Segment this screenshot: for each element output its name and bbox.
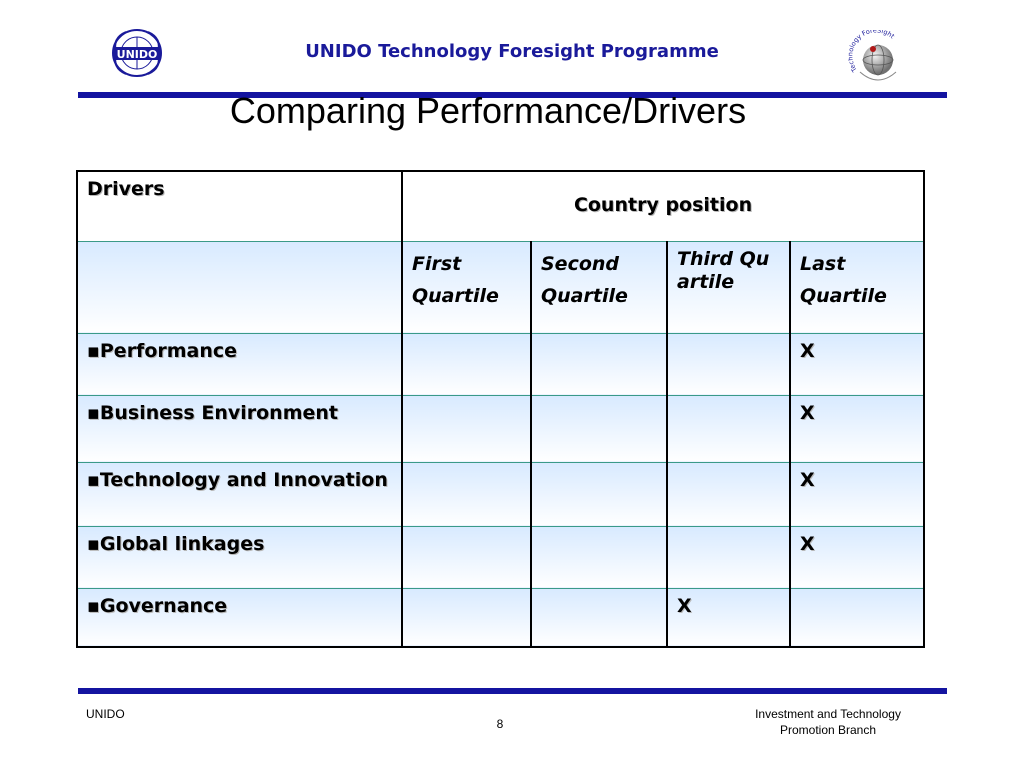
mark-cell	[531, 395, 667, 462]
driver-label: ▪Global linkages	[87, 532, 265, 555]
quartile-header-first	[402, 241, 531, 333]
driver-label: ▪Governance	[87, 594, 228, 617]
mark-cell	[531, 462, 667, 526]
mark: X	[800, 468, 815, 491]
mark-cell	[667, 588, 790, 647]
table-row	[77, 395, 924, 462]
quartile-label: Third Quartile	[677, 247, 770, 294]
mark-cell	[531, 588, 667, 647]
driver-cell	[77, 588, 402, 647]
table-row	[77, 333, 924, 395]
driver-cell	[77, 462, 402, 526]
drivers-header-cell	[77, 171, 402, 241]
program-title: UNIDO Technology Foresight Programme	[305, 41, 719, 62]
quartile-header-second	[531, 241, 667, 333]
driver-cell	[77, 526, 402, 588]
mark-cell	[790, 588, 924, 647]
quartile-label: Quartile	[412, 284, 499, 307]
page-number: 8	[496, 717, 504, 731]
mark-cell	[667, 526, 790, 588]
mark-cell	[402, 333, 531, 395]
driver-cell	[77, 395, 402, 462]
driver-cell	[77, 333, 402, 395]
foresight-logo-text: Te logy ForeSight	[848, 30, 897, 74]
mark-cell	[790, 462, 924, 526]
drivers-header: Drivers	[87, 178, 165, 200]
footer-rule	[78, 688, 947, 694]
table-row	[77, 462, 924, 526]
mark-cell	[402, 462, 531, 526]
mark-cell	[402, 588, 531, 647]
quartile-header-third	[667, 241, 790, 333]
mark-cell	[790, 526, 924, 588]
driver-label: ▪Performance	[87, 339, 238, 362]
mark-cell	[790, 333, 924, 395]
mark-cell	[402, 526, 531, 588]
drivers-table	[76, 170, 925, 648]
quartile-label: First	[412, 252, 462, 275]
mark: X	[800, 339, 815, 362]
mark-cell	[402, 395, 531, 462]
quartile-label: Last	[800, 252, 846, 275]
country-position-header: Country position	[573, 194, 753, 216]
table-header-row	[77, 171, 924, 241]
quartile-label: Second	[541, 252, 620, 275]
quartile-label: Quartile	[800, 284, 887, 307]
mark-cell	[667, 462, 790, 526]
quartile-header-last	[790, 241, 924, 333]
mark-cell	[531, 526, 667, 588]
footer-organization: UNIDO	[86, 707, 125, 721]
mark: X	[800, 532, 815, 555]
mark: X	[800, 401, 815, 424]
quartile-label: Quartile	[541, 284, 628, 307]
footer-branch: Investment and Technology Promotion Branch	[755, 707, 901, 737]
technology-foresight-logo	[848, 30, 906, 86]
mark-cell	[531, 333, 667, 395]
mark-cell	[667, 333, 790, 395]
unido-logo-text: UNIDO	[116, 48, 158, 61]
foresight-globe-icon	[848, 30, 906, 86]
slide-title: Comparing Performance/Drivers	[229, 90, 747, 131]
mark-cell	[667, 395, 790, 462]
driver-label: ▪Technology and Innovation	[87, 468, 388, 491]
mark: X	[677, 594, 692, 617]
table-row	[77, 526, 924, 588]
table-cell	[77, 241, 402, 333]
driver-label: ▪Business Environment	[87, 401, 338, 424]
country-position-cell	[402, 171, 924, 241]
quartile-header-row	[77, 241, 924, 333]
table-row	[77, 588, 924, 647]
mark-cell	[790, 395, 924, 462]
